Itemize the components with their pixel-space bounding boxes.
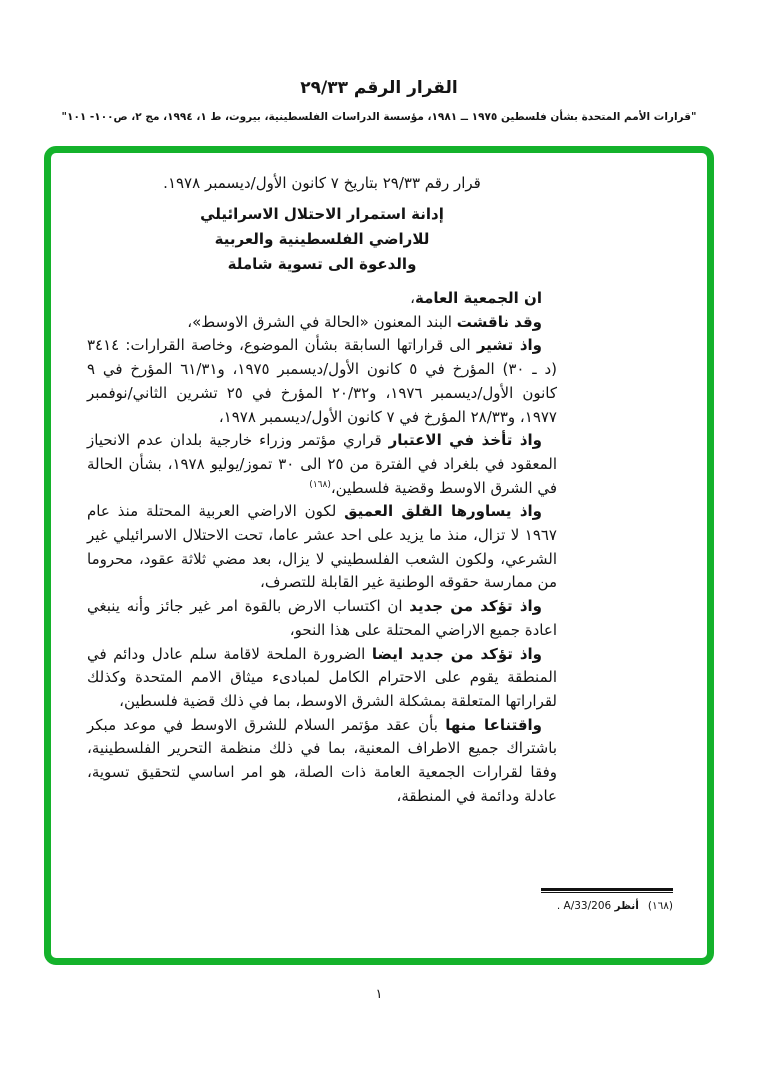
paragraph-text: ان اكتساب الارض بالقوة امر غير جائز وأنه ينبغي اعادة جميع الاراضي المحتلة على هذا النحو، bbox=[87, 597, 557, 639]
paragraph bbox=[87, 311, 557, 335]
paragraph-lead: واذ تؤكد من جديد ايضا bbox=[371, 644, 542, 663]
paragraph-text: الضرورة الملحة لاقامة سلم عادل ودائم في المنطقة يقوم على الاحترام الكامل لمبادىء ميثاق الامم المتحدة وكذلك لقراراتها المتعلقة بمشكلة الشرق الاوسط، بما في ذلك قضية فلسطين، bbox=[87, 644, 557, 710]
paragraph-lead: واذ يساورها القلق العميق bbox=[344, 502, 542, 521]
green-frame bbox=[44, 146, 714, 965]
paragraph-lead: واذ تأخذ في الاعتبار bbox=[388, 431, 542, 450]
paragraph-lead: واقتناعا منها bbox=[445, 715, 542, 734]
page-number: ١ bbox=[375, 987, 383, 1002]
paragraph bbox=[87, 500, 557, 595]
paragraph bbox=[87, 643, 557, 714]
paragraph bbox=[87, 334, 557, 429]
paragraph-lead: واذ تشير bbox=[476, 336, 542, 355]
footnote-text bbox=[557, 900, 639, 912]
source-citation-line: "قرارات الأمم المتحدة بشأن فلسطين ١٩٧٥ ــ ١٩٨١، مؤسسة الدراسات الفلسطينية، بيروت، ط ١، ١٩٩٤، مج ٢، ص١٠٠- ١٠١" bbox=[61, 111, 697, 123]
footnote-marker: (١٦٨) bbox=[647, 900, 673, 912]
heading-line: والدعوة الى تسوية شاملة bbox=[227, 255, 417, 273]
paragraph bbox=[87, 429, 557, 500]
paragraph-text: قراري مؤتمر وزراء خارجية بلدان عدم الانحياز المعقود في بلغراد في الفترة من ٢٥ الى ٣٠ تموز/يوليو ١٩٧٨، بشأن الحالة في الشرق الاوسط وقضية فلسطين، bbox=[87, 431, 558, 497]
footnote-separator-thin bbox=[541, 892, 673, 893]
footnote-separator bbox=[541, 888, 673, 891]
paragraph-text: البند المعنون «الحالة في الشرق الاوسط»، bbox=[187, 312, 457, 331]
footnote bbox=[541, 888, 673, 912]
document-body bbox=[87, 171, 557, 808]
resolution-heading bbox=[87, 202, 557, 277]
heading-line: إدانة استمرار الاحتلال الاسرائيلي bbox=[200, 205, 444, 223]
paragraph bbox=[87, 287, 557, 311]
footnote-reference: (١٦٨) bbox=[309, 479, 331, 490]
paragraph bbox=[87, 595, 557, 642]
paragraph-lead: وقد ناقشت bbox=[456, 312, 542, 331]
footnote-see-label: أنظر bbox=[614, 900, 639, 912]
paragraph-lead: واذ تؤكد من جديد bbox=[409, 597, 542, 616]
paragraph-text: الى قراراتها السابقة بشأن الموضوع، وخاصة القرارات: ٣٤١٤ (د ـ ٣٠) المؤرخ في ٥ كانون الأول/ديسمبر ١٩٧٥، و٦١/٣١ المؤرخ في ٩ كانون الأول/ديسمبر ١٩٧٦، و٢٠/٣٢ المؤرخ في ٢٥ تشرين الثاني/نوفمبر ١٩٧٧، و٢٨/٣٣ المؤرخ في ٧ كانون الأول/ديسمبر ١٩٧٨، bbox=[87, 336, 558, 426]
paragraph-lead: ان الجمعية العامة bbox=[415, 289, 542, 307]
paragraph-text: بأن عقد مؤتمر السلام للشرق الاوسط في موعد مبكر باشتراك جميع الاطراف المعنية، بما في ذلك منظمة التحرير الفلسطينية، وفقا لقرارات الجمعية العامة ذات الصلة، هو امر اساسي لتحقيق تسوية، عادلة ودائمة في المنطقة، bbox=[87, 715, 557, 805]
page-title: القرار الرقم ٢٩/٣٣ bbox=[300, 78, 458, 98]
paragraph bbox=[87, 714, 557, 809]
footnote-document-ref: A/33/206 . bbox=[556, 900, 612, 912]
paragraph-text: لكون الاراضي العربية المحتلة منذ عام ١٩٦٧ لا تزال، منذ ما يزيد على احد عشر عاما، تحت الاحتلال الاسرائيلي غير الشرعي، ولكون الشعب الفلسطيني لا يزال، بعد مضي ثلاثة عقود، محروما من ممارسة حقوقه الوطنية غير القابلة للتصرف، bbox=[87, 502, 557, 592]
resolution-number-line: قرار رقم ٢٩/٣٣ بتاريخ ٧ كانون الأول/ديسمبر ١٩٧٨. bbox=[163, 174, 481, 192]
paragraph-text: ، bbox=[410, 289, 416, 307]
heading-line: للاراضي الفلسطينية والعربية bbox=[214, 230, 430, 248]
